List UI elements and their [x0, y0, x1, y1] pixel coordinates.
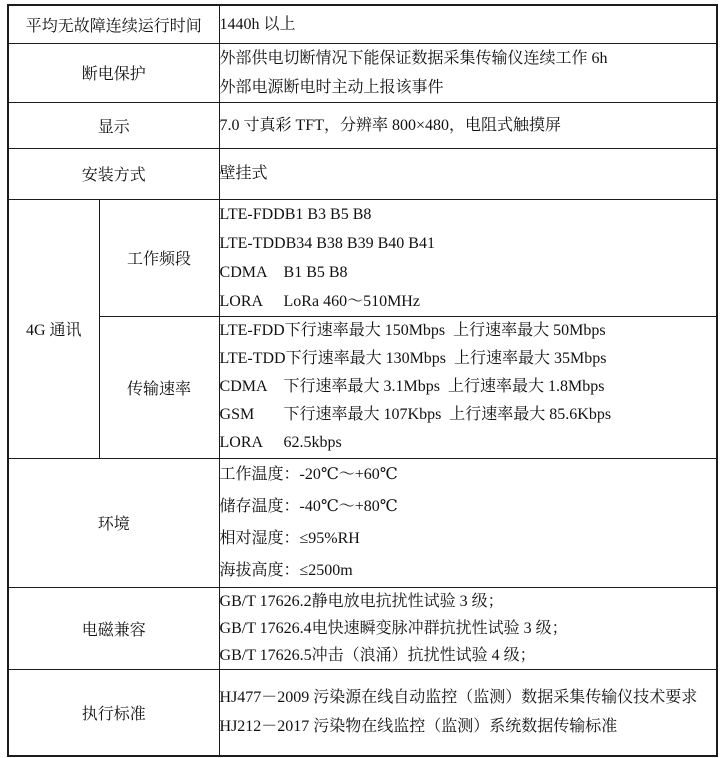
table-row-emc: [8, 587, 717, 669]
protocol-value: 下行速率最大 150Mbps 上行速率最大 50Mbps: [284, 322, 606, 339]
spec-value-line: [220, 317, 717, 345]
spec-table-body: [8, 5, 717, 756]
spec-value-line: [220, 258, 717, 287]
spec-value-line: [220, 401, 717, 429]
spec-value-line: GB/T 17626.5冲击（浪涌）抗扰性试验 4 级；: [219, 646, 536, 664]
protocol-value: LoRa 460～510MHz: [283, 292, 420, 310]
spec-value-line: HJ477－2009 污染源在线自动监控（监测）数据采集传输仪技术要求: [219, 689, 698, 707]
row-label: 环境: [8, 458, 219, 587]
row-value: [219, 5, 717, 43]
protocol-name: LORA: [219, 292, 264, 310]
protocol-name: LTE-FDD: [219, 205, 285, 223]
protocol-value: 下行速率最大 107Kbps 上行速率最大 85.6Kbps: [283, 406, 612, 423]
protocol-value: 62.5kbps: [283, 434, 342, 451]
protocol-name: LTE-FDD: [219, 322, 285, 339]
spec-value-line: 储存温度：-40℃～+80℃: [219, 497, 398, 515]
row-group-label: 4G 通讯: [8, 199, 99, 458]
table-row-rate: [8, 316, 717, 458]
row-label: 执行标准: [8, 669, 219, 756]
row-value: [219, 458, 717, 587]
spec-value-line: [220, 429, 717, 457]
spec-value-line: 工作温度：-20℃～+60℃: [219, 465, 398, 483]
spec-value-line: 1440h 以上: [219, 15, 296, 33]
spec-value-line: [220, 200, 717, 229]
spec-value-line: GB/T 17626.4电快速瞬变脉冲群抗扰性试验 3 级；: [219, 619, 568, 637]
spec-value-line: [220, 345, 717, 373]
table-row-env: [8, 458, 717, 587]
protocol-value: 下行速率最大 3.1Mbps 上行速率最大 1.8Mbps: [283, 378, 605, 395]
row-label: 断电保护: [8, 43, 219, 102]
protocol-name: LTE-TDD: [219, 350, 286, 367]
row-value: [219, 587, 717, 669]
table-row-install: [8, 148, 717, 199]
row-value: [219, 316, 717, 458]
spec-value-line: [220, 287, 717, 316]
spec-value-line: GB/T 17626.2静电放电抗扰性试验 3 级；: [219, 592, 504, 610]
spec-value-line: [220, 373, 717, 401]
spec-table: [7, 4, 718, 757]
protocol-value: B34 B38 B39 B40 B41: [285, 234, 435, 252]
spec-value-line: 相对湿度：≤95%RH: [219, 529, 360, 547]
table-row-freq: [8, 199, 717, 316]
protocol-name: LORA: [219, 434, 264, 451]
row-label: 传输速率: [99, 316, 219, 458]
table-row-mtbf: [8, 5, 717, 43]
protocol-value: B1 B3 B5 B8: [284, 205, 372, 223]
spec-value-line: HJ212－2017 污染物在线监控（监测）系统数据传输标准: [219, 718, 618, 736]
row-label: 显示: [8, 102, 219, 148]
spec-value-line: 海拔高度：≤2500m: [219, 561, 353, 579]
spec-value-line: 壁挂式: [219, 165, 268, 182]
table-row-display: [8, 102, 717, 148]
row-value: [219, 199, 717, 316]
row-value: [219, 102, 717, 148]
spec-value-line: 7.0 寸真彩 TFT，分辨率 800×480，电阻式触摸屏: [219, 116, 561, 134]
spec-value-line: 外部供电切断情况下能保证数据采集传输仪连续工作 6h: [219, 49, 608, 67]
protocol-name: CDMA: [219, 378, 268, 395]
protocol-value: B1 B5 B8: [283, 263, 348, 281]
table-row-standard: [8, 669, 717, 756]
row-value: [219, 43, 717, 102]
row-value: [219, 669, 717, 756]
row-value: [219, 148, 717, 199]
table-row-power: [8, 43, 717, 102]
protocol-name: LTE-TDD: [219, 234, 286, 252]
row-label: 工作频段: [99, 199, 219, 316]
row-label: 电磁兼容: [8, 587, 219, 669]
row-label: 平均无故障连续运行时间: [8, 5, 219, 43]
row-label: 安装方式: [8, 148, 219, 199]
protocol-name: CDMA: [219, 263, 268, 281]
spec-value-line: [220, 229, 717, 258]
spec-value-line: 外部电源断电时主动上报该事件: [219, 78, 444, 96]
protocol-name: GSM: [219, 406, 255, 423]
protocol-value: 下行速率最大 130Mbps 上行速率最大 35Mbps: [285, 350, 607, 367]
